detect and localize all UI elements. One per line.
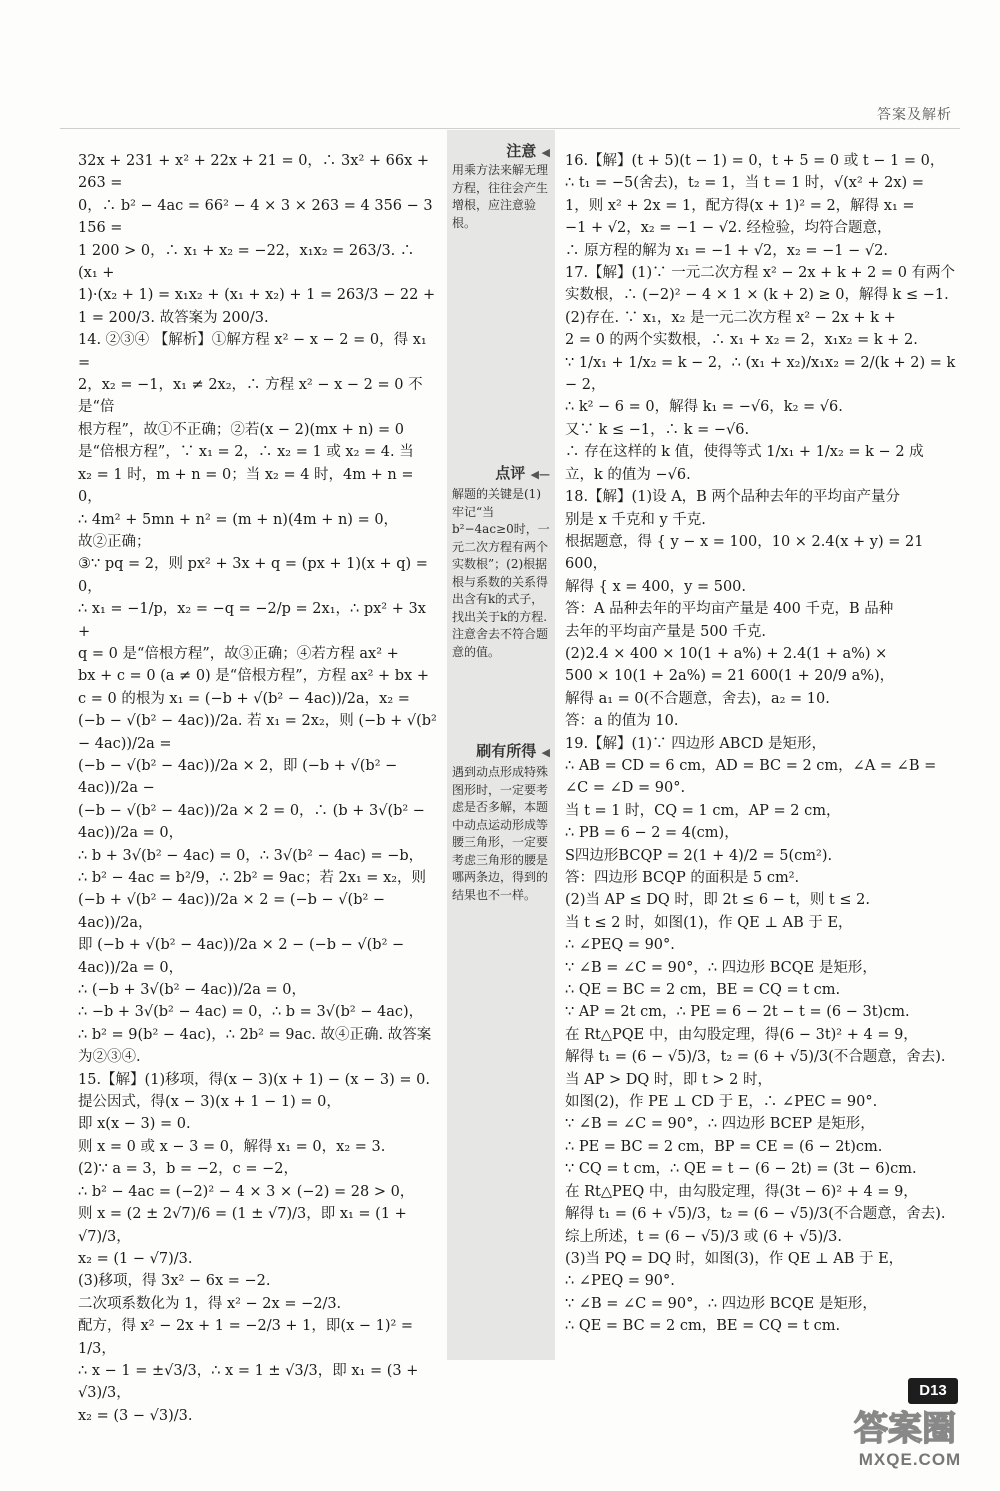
text-line: 解得 t₁ = (6 + √5)/3，t₂ = (6 − √5)/3(不合题意，舍去). (565, 1206, 946, 1223)
text-line: 0，∴ b² − 4ac = 66² − 4 × 3 × 263 = 4 356 − 3 156 = (78, 197, 438, 237)
question-18-heading: 18.【解】(1)设 A，B 两个品种去年的平均亩产量分 (565, 489, 900, 506)
text-line: ∴ QE = BC = 2 cm，BE = CQ = t cm. (565, 982, 841, 999)
note-body-attention: 用乘方法来解无理方程，往往会产生增根，应注意验根。 (452, 163, 549, 230)
text-line: ∵ ∠B = ∠C = 90°，∴ 四边形 BCEP 是矩形， (565, 1116, 875, 1133)
question-15-heading: 15.【解】(1)移项，得(x − 3)(x + 1) − (x − 3) = 0. (78, 1071, 430, 1088)
text-line: ∴ x − 1 = ±√3/3，∴ x = 1 ± √3/3，即 x₁ = (3 + √3)/3， (78, 1362, 423, 1402)
header-label: 答案及解析 (877, 107, 952, 123)
text-line: c = 0 的根为 x₁ = (−b + √(b² − 4ac))/2a，x₂ = (78, 690, 410, 707)
watermark-logo-text: 答案圈 (854, 1409, 956, 1449)
text-line: 当 t = 1 时，CQ = 1 cm，AP = 2 cm， (565, 802, 841, 819)
text-line: 去年的平均亩产量是 500 千克. (565, 623, 767, 640)
text-line: ∴ PB = 6 − 2 = 4(cm)， (565, 825, 739, 842)
text-line: 实数根，∴ (−2)² − 4 × 1 × (k + 2) ≥ 0，解得 k ≤ −1. (565, 287, 949, 304)
text-line: x₂ = (1 − √7)/3. (78, 1250, 193, 1267)
text-line: bx + c = 0 (a ≠ 0) 是“倍根方程”，方程 ax² + bx + (78, 668, 429, 685)
text-line: ∴ 原方程的解为 x₁ = −1 + √2，x₂ = −1 − √2. (565, 242, 888, 259)
text-line: 配方，得 x² − 2x + 1 = −2/3 + 1，即(x − 1)² = 1/3， (78, 1318, 418, 1357)
text-line: ∴ b² − 4ac = (−2)² − 4 × 3 × (−2) = 28 > 0， (78, 1183, 415, 1200)
text-line: 答：四边形 BCQP 的面积是 5 cm². (565, 870, 800, 886)
text-line: ∴ k² − 6 = 0，解得 k₁ = −√6，k₂ = √6. (565, 399, 843, 416)
text-line: 在 Rt△PQE 中，由勾股定理，得(6 − 3t)² + 4 = 9， (565, 1026, 918, 1043)
note-title-takeaway: 刷有所得 ◀ (476, 742, 550, 760)
text-line: ∴ AB = CD = 6 cm，AD = BC = 2 cm，∠A = ∠B = (565, 757, 937, 774)
text-line: ∴ 4m² + 5mn + n² = (m + n)(4m + n) = 0， (78, 511, 399, 528)
text-line: 则 x = 0 或 x − 3 = 0，解得 x₁ = 0，x₂ = 3. (78, 1138, 386, 1155)
text-line: 是“倍根方程”，∵ x₁ = 2，∴ x₂ = 1 或 x₂ = 4. 当 (78, 444, 414, 461)
text-line: 当 t ≤ 2 时，如图(1)，作 QE ⊥ AB 于 E， (565, 914, 853, 931)
text-line: ∴ b² − 4ac = b²/9，∴ 2b² = 9ac；若 2x₁ = x₂，则 (78, 870, 427, 886)
text-line: 1 200 > 0，∴ x₁ + x₂ = −22，x₁x₂ = 263/3. ∴ (x₁ + (78, 242, 419, 282)
text-line: q = 0 是“倍根方程”，故③正确；④若方程 ax² + (78, 645, 399, 662)
right-column (565, 150, 960, 1338)
text-line: 1，则 x² + 2x = 1，配方得(x + 1)² = 2，解得 x₁ = (565, 197, 915, 214)
text-line: ∴ QE = BC = 2 cm，BE = CQ = t cm. (565, 1318, 841, 1335)
text-line: 即 (−b + √(b² − 4ac))/2a × 2 − (−b − √(b² − 4ac))/2a = 0， (78, 937, 409, 976)
note-title-attention: 注意 ◀ (506, 142, 550, 160)
left-column (78, 150, 442, 1427)
text-line: 32x + 231 + x² + 22x + 21 = 0，∴ 3x² + 66x + 263 = (78, 153, 434, 192)
text-line: (2)∵ a = 3，b = −2，c = −2， (78, 1161, 298, 1178)
text-line: x₂ = 1 时，m + n = 0；当 x₂ = 4 时，4m + n = 0， (78, 466, 419, 506)
text-line: 2，x₂ = −1，x₁ ≠ 2x₂，∴ 方程 x² − x − 2 = 0 不是“倍 (78, 377, 423, 416)
text-line: 当 AP > DQ 时，即 t > 2 时， (565, 1071, 772, 1088)
text-line: (2)当 AP ≤ DQ 时，即 2t ≤ 6 − t，则 t ≤ 2. (565, 892, 870, 909)
note-body-comment: 解题的关键是(1)牢记“当b²−4ac≥0时，一元二次方程有两个实数根”；(2)根据根与系数的关系得出含有k的式子，找出关于k的方程.注意舍去不符合题意的值。 (452, 487, 550, 659)
text-line: ∵ ∠B = ∠C = 90°，∴ 四边形 BCQE 是矩形， (565, 959, 877, 976)
text-line: x₂ = (3 − √3)/3. (78, 1407, 193, 1424)
text-line: ∴ PE = BC = 2 cm，BP = CE = (6 − 2t)cm. (565, 1138, 883, 1155)
text-line: (−b − √(b² − 4ac))/2a × 2，即 (−b + √(b² − 4ac))/2a − (78, 757, 402, 797)
text-line: 1)·(x₂ + 1) = x₁x₂ + (x₁ + x₂) + 1 = 263/3 − 22 + (78, 287, 436, 304)
text-line: ∴ (−b + 3√(b² − 4ac))/2a = 0， (78, 982, 307, 999)
text-line: ∴ ∠PEQ = 90°. (565, 937, 675, 954)
text-line: ∵ 1/x₁ + 1/x₂ = k − 2，∴ (x₁ + x₂)/x₁x₂ = 2/(k + 2) = k − 2， (565, 354, 960, 394)
text-line: 500 × 10(1 + 2a%) = 21 600(1 + 20/9 a%)， (565, 668, 895, 685)
text-line: 如图(2)，作 PE ⊥ CD 于 E，∴ ∠PEC = 90°. (565, 1094, 878, 1111)
header-divider (60, 128, 960, 129)
text-line: 提公因式，得(x − 3)(x + 1 − 1) = 0， (78, 1094, 341, 1111)
question-14-heading: 14. ②③④ 【解析】①解方程 x² − x − 2 = 0，得 x₁ = (78, 332, 432, 371)
note-title-comment: 点评 ◀— (495, 464, 550, 482)
text-line: 为②③④. (78, 1049, 141, 1066)
text-line: 故②正确； (78, 533, 151, 550)
text-line: ∵ AP = 2t cm，∴ PE = 6 − 2t − t = (6 − 3t)cm. (565, 1004, 910, 1021)
question-17-heading: 17.【解】(1)∵ 一元二次方程 x² − 2x + k + 2 = 0 有两个 (565, 265, 956, 282)
note-body-takeaway: 遇到动点形成特殊图形时，一定要考虑是否多解，本题中动点运动形成等腰三角形，一定要考虑三角形的腰是哪两条边，得到的结果也不一样。 (452, 765, 549, 902)
text-line: ③∵ pq = 2，则 px² + 3x + q = (px + 1)(x + q) = 0， (78, 556, 433, 595)
text-line: 别是 x 千克和 y 千克. (565, 511, 706, 528)
watermark-domain: MXQE.COM (858, 1450, 962, 1469)
text-line: 综上所述，t = (6 − √5)/3 或 (6 + √5)/3. (565, 1228, 842, 1245)
text-line: ∴ x₁ = −1/p，x₂ = −q = −2/p = 2x₁，∴ px² + 3x + (78, 601, 431, 640)
text-line: 2 = 0 的两个实数根，∴ x₁ + x₂ = 2，x₁x₂ = k + 2. (565, 332, 918, 349)
text-line: ∴ −b + 3√(b² − 4ac) = 0，∴ b = 3√(b² − 4ac)， (78, 1004, 424, 1021)
text-line: ∴ 存在这样的 k 值，使得等式 1/x₁ + 1/x₂ = k − 2 成 (565, 444, 924, 461)
text-line: 答：a 的值为 10. (565, 713, 679, 730)
text-line: ∴ b + 3√(b² − 4ac) = 0，∴ 3√(b² − 4ac) = −b， (78, 847, 424, 864)
text-line: ∵ CQ = t cm，∴ QE = t − (6 − 2t) = (3t − 6)cm. (565, 1161, 917, 1178)
text-line: ∴ b² = 9(b² − 4ac)，∴ 2b² = 9ac. 故④正确. 故答案 (78, 1026, 432, 1043)
page-number: D13 (908, 1378, 958, 1404)
text-line: −1 + √2，x₂ = −1 − √2. 经检验，均符合题意， (565, 220, 892, 237)
text-line: (2)存在. ∵ x₁，x₂ 是一元二次方程 x² − 2x + k + (565, 309, 896, 326)
text-line: 即 x(x − 3) = 0. (78, 1116, 191, 1133)
text-line: 根方程”，故①不正确；②若(x − 2)(mx + n) = 0 (78, 421, 405, 438)
text-line: (−b + √(b² − 4ac))/2a × 2 = (−b − √(b² − 4ac))/2a， (78, 892, 390, 931)
text-line: 解得 { x = 400，y = 500. (565, 578, 747, 595)
text-line: ∴ t₁ = −5(舍去)，t₂ = 1，当 t = 1 时，√(x² + 2x) = (565, 175, 924, 192)
question-16-heading: 16.【解】(t + 5)(t − 1) = 0，t + 5 = 0 或 t − 1 = 0， (565, 153, 945, 169)
text-line: 解得 a₁ = 0(不合题意，舍去)，a₂ = 10. (565, 690, 830, 707)
text-line: 答：A 品种去年的平均亩产量是 400 千克，B 品种 (565, 601, 894, 618)
text-line: 二次项系数化为 1，得 x² − 2x = −2/3. (78, 1295, 342, 1312)
text-line: ∴ ∠PEQ = 90°. (565, 1273, 675, 1290)
text-line: ∵ ∠B = ∠C = 90°，∴ 四边形 BCQE 是矩形， (565, 1295, 877, 1312)
text-line: 根据题意，得 { y − x = 100，10 × 2.4(x + y) = 21 600， (565, 533, 929, 573)
text-line: 又∵ k ≤ −1，∴ k = −√6. (565, 421, 750, 438)
text-line: 1 = 200/3. 故答案为 200/3. (78, 309, 269, 326)
text-line: ∠C = ∠D = 90°. (565, 780, 686, 797)
text-line: 在 Rt△PEQ 中，由勾股定理，得(3t − 6)² + 4 = 9， (565, 1183, 918, 1200)
text-line: 则 x = (2 ± 2√7)/6 = (1 ± √7)/3，即 x₁ = (1 + √7)/3， (78, 1206, 412, 1245)
text-line: (3)移项，得 3x² − 6x = −2. (78, 1273, 271, 1290)
text-line: (−b − √(b² − 4ac))/2a. 若 x₁ = 2x₂，则 (−b + √(b² − 4ac))/2a = (78, 713, 442, 752)
text-line: (−b − √(b² − 4ac))/2a × 2 = 0，∴ (b + 3√(b² − 4ac))/2a = 0， (78, 802, 430, 842)
question-19-heading: 19.【解】(1)∵ 四边形 ABCD 是矩形， (565, 735, 827, 752)
text-line: (2)2.4 × 400 × 10(1 + a%) + 2.4(1 + a%) × (565, 645, 888, 662)
text-line: (3)当 PQ = DQ 时，如图(3)，作 QE ⊥ AB 于 E， (565, 1250, 904, 1267)
watermark-logo (820, 1400, 990, 1490)
text-line: 解得 t₁ = (6 − √5)/3，t₂ = (6 + √5)/3(不合题意，舍去). (565, 1049, 946, 1066)
text-line: 立，k 的值为 −√6. (565, 466, 691, 483)
text-line: S四边形BCQP = 2(1 + 4)/2 = 5(cm²). (565, 847, 833, 864)
